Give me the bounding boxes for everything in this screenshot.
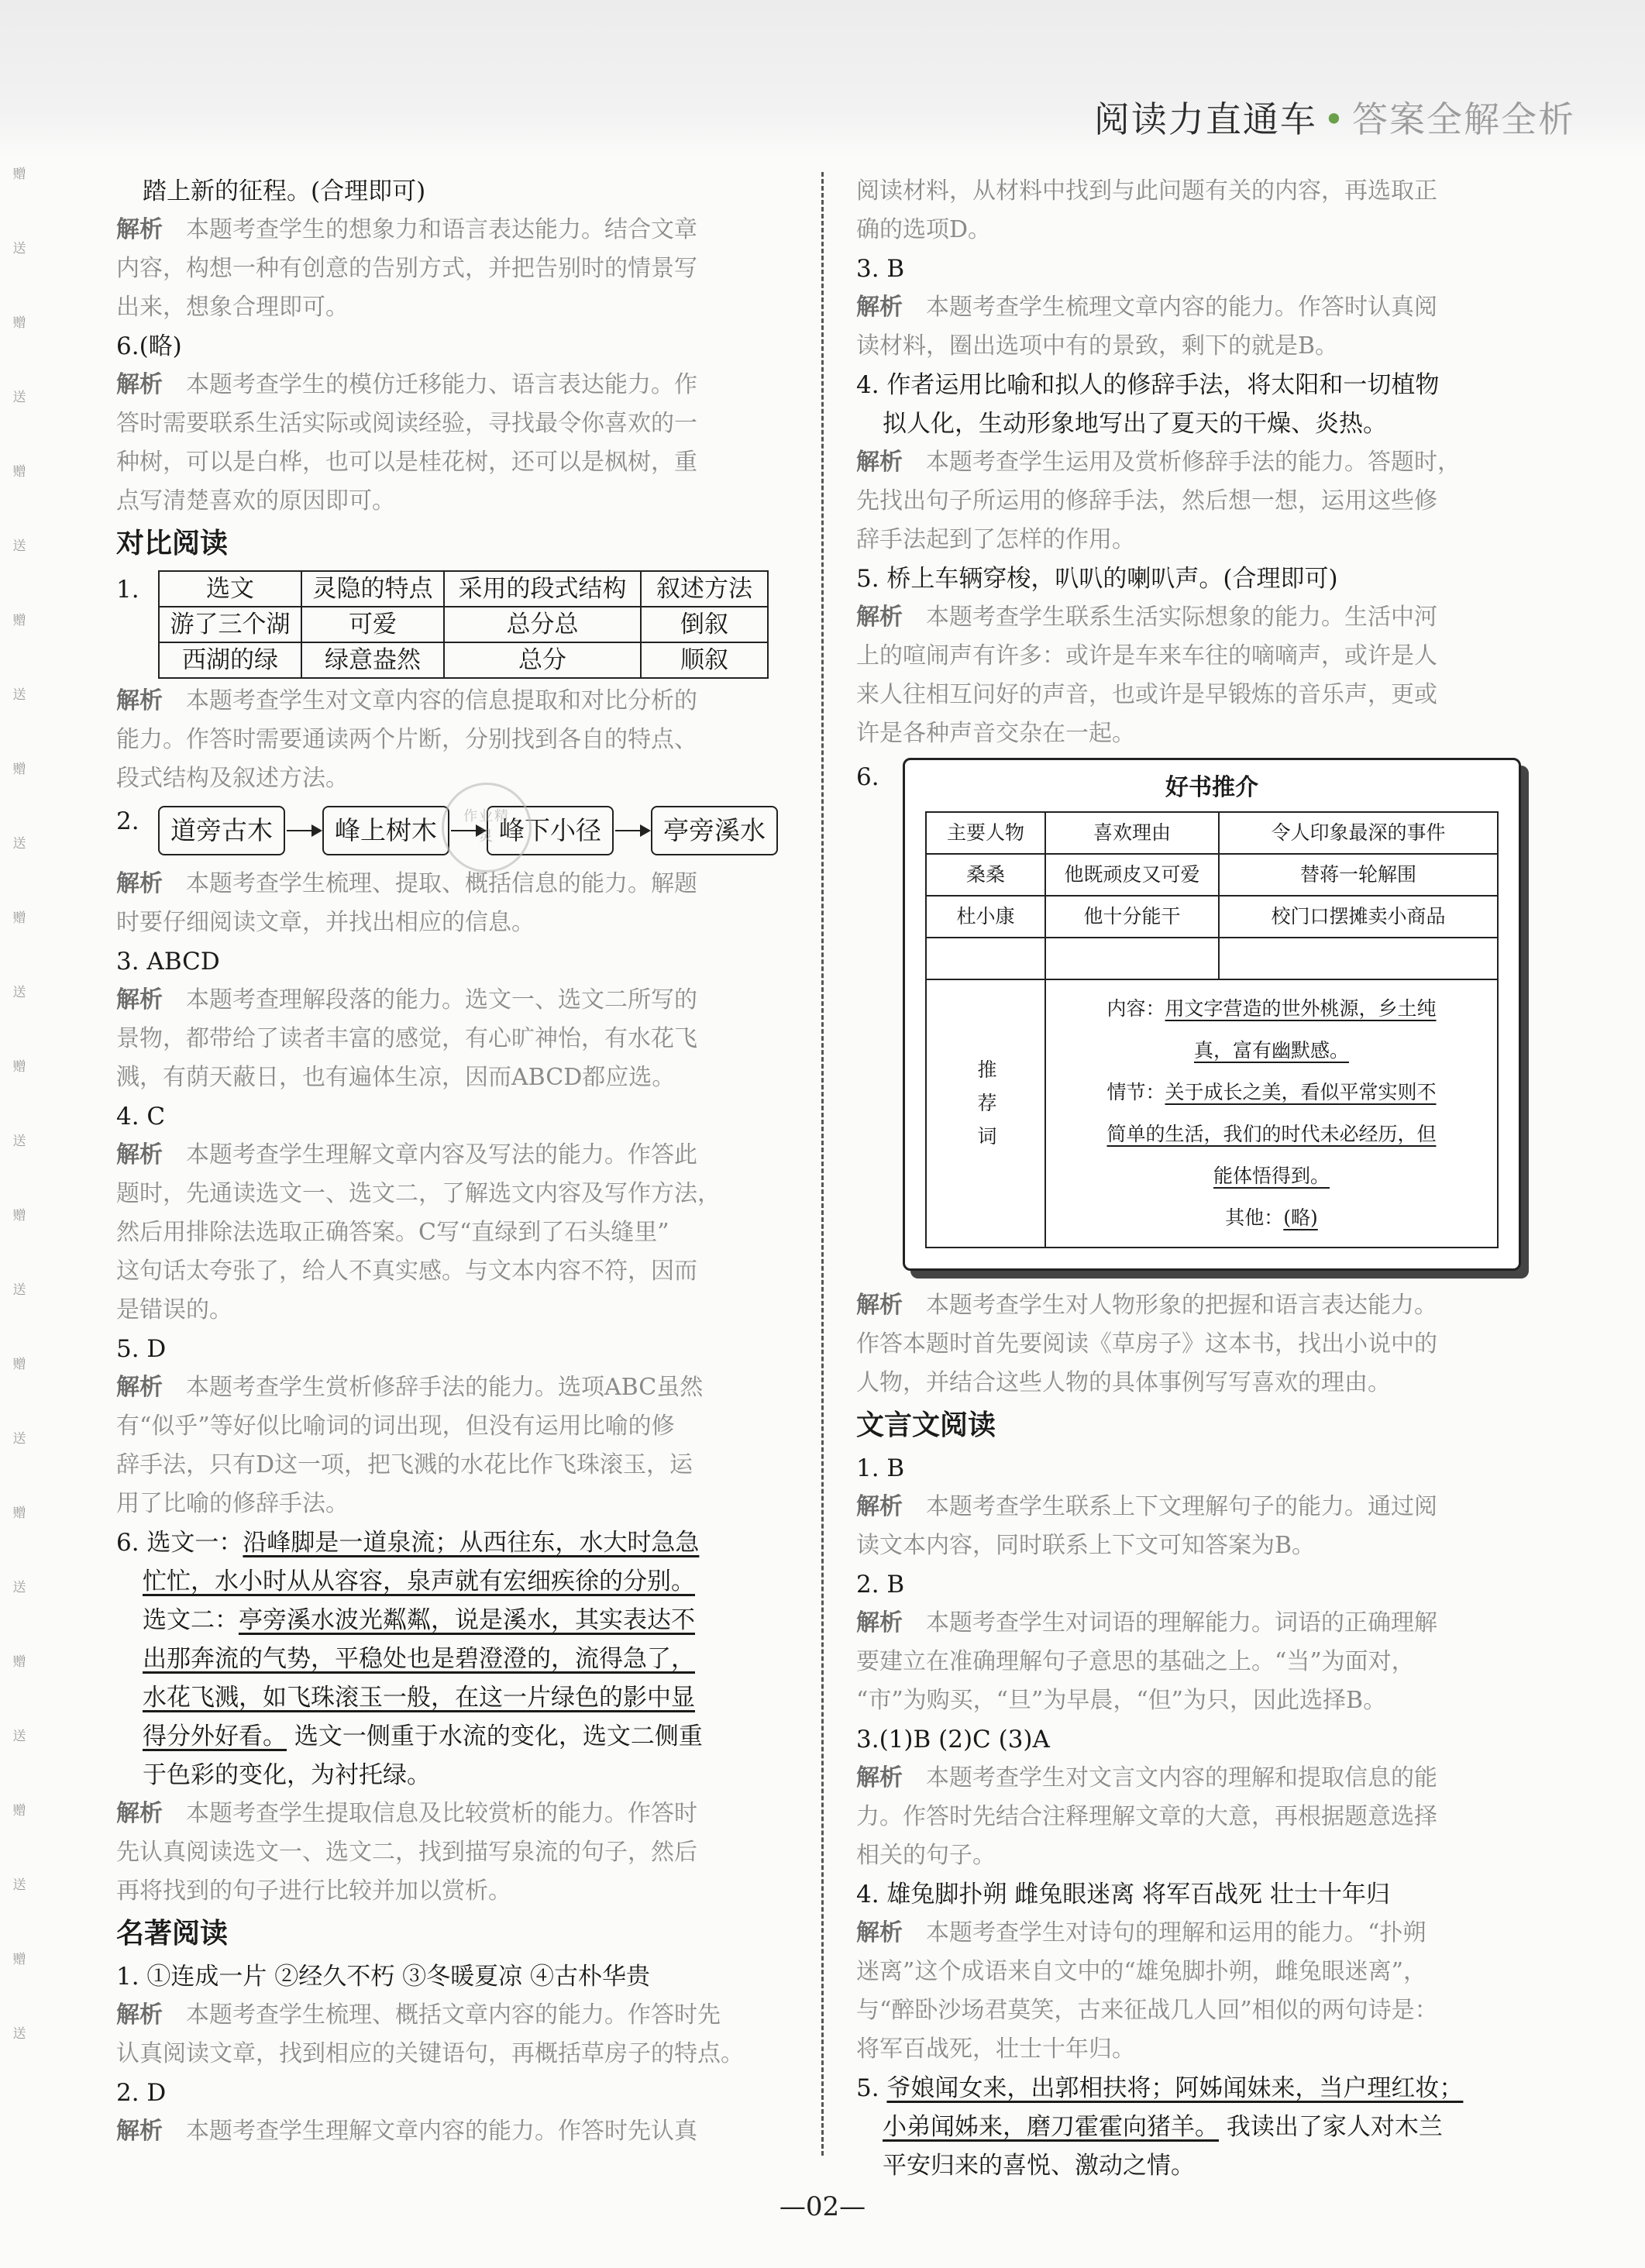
explanation-text: 上的喧闹声有许多：或许是车来车往的嘀嘀声，或许是人 <box>856 642 1437 669</box>
margin-mark: 送 <box>12 1134 26 1149</box>
explanation-tag: 解析 <box>856 1764 903 1791</box>
explanation <box>856 1759 1538 1875</box>
margin-mark: 赠 <box>12 464 26 480</box>
explanation <box>116 1996 798 2074</box>
answer-text: 我读出了家人对木兰 <box>1219 2113 1443 2141</box>
explanation-text: 本题考查学生联系上下文理解句子的能力。通过阅 <box>926 1493 1437 1520</box>
explanation-tag: 解析 <box>116 371 163 398</box>
underlined-text: 用文字营造的世外桃源，乡土纯 <box>1165 997 1437 1020</box>
explanation-text: 人物，并结合这些人物的具体事例写写喜欢的理由。 <box>856 1369 1391 1396</box>
explanation-text: 迷离”这个成语来自文中的“雄兔脚扑朔，雌兔眼迷离”， <box>856 1958 1427 1985</box>
explanation-text: 本题考查学生联系生活实际想象的能力。生活中河 <box>926 604 1437 631</box>
margin-mark: 送 <box>12 836 26 852</box>
explanation-tag: 解析 <box>856 294 903 321</box>
explanation <box>856 443 1538 559</box>
table-row <box>926 854 1498 896</box>
margin-mark: 赠 <box>12 762 26 777</box>
explanation <box>856 1488 1538 1565</box>
explanation <box>856 172 1538 250</box>
explanation-tag: 解析 <box>116 1141 163 1168</box>
explanation-text: 本题考查学生梳理、概括文章内容的能力。作答时先 <box>186 2001 721 2029</box>
margin-mark: 赠 <box>12 1059 26 1075</box>
margin-mark: 赠 <box>12 167 26 182</box>
underlined-text: 真，富有幽默感。 <box>1193 1039 1349 1062</box>
left-column <box>116 172 798 2151</box>
underlined-text: 小弟闻姊来，磨刀霍霍向猪羊。 <box>883 2113 1219 2141</box>
book-recommend-card <box>903 758 1521 1271</box>
explanation <box>116 211 798 327</box>
answer-text: 4. 作者运用比喻和拟人的修辞手法，将太阳和一切植物 <box>856 371 1440 399</box>
explanation-tag: 解析 <box>116 870 163 897</box>
explanation-tag: 解析 <box>116 687 163 714</box>
explanation-tag: 解析 <box>116 1800 163 1827</box>
table-cell: 游了三个湖 <box>159 607 301 642</box>
underlined-text: 简单的生活，我们的时代未必经历，但 <box>1106 1123 1437 1145</box>
table-cell: 替蒋一轮解围 <box>1219 854 1498 896</box>
table-header: 灵隐的特点 <box>301 571 444 607</box>
explanation-text: 阅读材料，从材料中找到与此问题有关的内容，再选取正 <box>856 177 1437 205</box>
underlined-text: 水花飞溅，如飞珠滚玉一般，在这一片绿色的影中显 <box>143 1684 695 1712</box>
table-cell <box>1219 938 1498 979</box>
explanation <box>856 1914 1538 2069</box>
underlined-text: 关于成长之美，看似平常实则不 <box>1165 1081 1437 1103</box>
explanation-text: 本题考查学生理解文章内容的能力。作答时先认真 <box>186 2118 697 2145</box>
page-number: —02— <box>779 2191 866 2222</box>
book-table <box>925 811 1499 1248</box>
explanation-text: 确的选项D。 <box>856 216 992 243</box>
section-title-classics: 名著阅读 <box>116 1918 229 1950</box>
explanation-tag: 解析 <box>856 1292 903 1319</box>
explanation-text: 这句话太夸张了，给人不真实感。与文本内容不符，因而 <box>116 1258 697 1285</box>
explanation <box>856 598 1538 753</box>
answer-text: 平安归来的喜悦、激动之情。 <box>883 2152 1195 2180</box>
recommend-text <box>1045 979 1498 1248</box>
margin-mark: 送 <box>12 241 26 256</box>
answer-q6-compare <box>116 1523 798 1795</box>
explanation-text: 本题考查学生梳理文章内容的能力。作答时认真阅 <box>926 294 1437 321</box>
explanation-tag: 解析 <box>116 1374 163 1401</box>
answer-text: 于色彩的变化，为衬托绿。 <box>143 1761 431 1789</box>
explanation <box>116 2112 798 2151</box>
margin-mark: 赠 <box>12 1506 26 1521</box>
explanation-text: 时要仔细阅读文章，并找出相应的信息。 <box>116 909 535 936</box>
page-header <box>0 0 1645 159</box>
explanation-text: 答时需要联系生活实际或阅读经验，寻找最令你喜欢的一 <box>116 410 697 437</box>
table-header: 令人印象最深的事件 <box>1219 812 1498 854</box>
explanation-text: 种树，可以是白桦，也可以是桂花树，还可以是枫树，重 <box>116 449 697 476</box>
explanation-text: 读材料，圈出选项中有的景致，剩下的就是B。 <box>856 332 1339 360</box>
flow-step: 道旁古木 <box>158 806 285 855</box>
explanation-text: 与“醉卧沙场君莫笑，古来征战几人回”相似的两句诗是： <box>856 1997 1438 2024</box>
explanation <box>856 1604 1538 1720</box>
table-cell: 西湖的绿 <box>159 642 301 678</box>
explanation-text: 是错误的。 <box>116 1296 232 1323</box>
margin-mark: 送 <box>12 1431 26 1447</box>
recommend-row <box>926 979 1498 1248</box>
answer-q4: 4. C <box>116 1103 166 1131</box>
margin-mark: 赠 <box>12 315 26 331</box>
underlined-text: 亭旁溪水波光粼粼，说是溪水，其实表达不 <box>239 1606 695 1634</box>
explanation-text: 相关的句子。 <box>856 1842 996 1869</box>
margin-mark: 赠 <box>12 1208 26 1223</box>
explanation-text: 辞手法，只有D这一项，把飞溅的水花比作飞珠滚玉，运 <box>116 1451 693 1478</box>
answer-q6: 6.(略) <box>116 332 182 360</box>
explanation-text: 先找出句子所运用的修辞手法，然后想一想，运用这些修 <box>856 487 1437 515</box>
underlined-text: 能体悟得到。 <box>1213 1165 1330 1187</box>
explanation-text: 将军百战死，壮士十年归。 <box>856 2036 1135 2063</box>
explanation-text: 读文本内容，同时联系上下文可知答案为B。 <box>856 1532 1316 1559</box>
table-cell: 校门口摆摊卖小商品 <box>1219 896 1498 938</box>
binding-margin <box>0 163 36 2177</box>
table-cell: 绿意盎然 <box>301 642 444 678</box>
table-header-row <box>159 571 768 607</box>
explanation <box>116 1368 798 1523</box>
section-title-compare: 对比阅读 <box>116 528 229 559</box>
question-number: 6. <box>856 763 879 791</box>
margin-mark: 送 <box>12 985 26 1000</box>
table-cell: 总分 <box>444 642 641 678</box>
explanation-tag: 解析 <box>856 1493 903 1520</box>
table-header: 喜欢理由 <box>1045 812 1219 854</box>
compare-table <box>158 570 769 679</box>
header-subtitle: 答案全解全析 <box>1352 98 1575 140</box>
table-row <box>159 642 768 678</box>
table-row <box>926 896 1498 938</box>
explanation-text: 要建立在准确理解句子意思的基础之上。“当”为面对， <box>856 1648 1415 1675</box>
watermark-text: 作业精灵 <box>463 808 510 845</box>
explanation-text: 段式结构及叙述方法。 <box>116 765 349 792</box>
explanation-text: 能力。作答时需要通读两个片断，分别找到各自的特点、 <box>116 726 697 753</box>
margin-mark: 赠 <box>12 1803 26 1819</box>
recommend-label: 推荐词 <box>975 1058 997 1159</box>
margin-mark: 送 <box>12 687 26 703</box>
explanation <box>116 981 798 1097</box>
explanation-text: 辞手法起到了怎样的作用。 <box>856 526 1135 553</box>
answer-w4: 4. 雄兔脚扑朔 雌兔眼迷离 将军百战死 壮士十年归 <box>856 1881 1390 1908</box>
explanation <box>116 682 798 798</box>
underlined-text: 得分外好看。 <box>143 1723 287 1750</box>
margin-mark: 送 <box>12 1877 26 1893</box>
explanation-text: 认真阅读文章，找到相应的关键语句，再概括草房子的特点。 <box>116 2040 744 2067</box>
explanation-text: 用了比喻的修辞手法。 <box>116 1490 349 1517</box>
header-main-title: 阅读力直通车 <box>1093 98 1317 140</box>
explanation-text: 本题考查学生的模仿迁移能力、语言表达能力。作 <box>186 371 697 398</box>
underlined-text: (略) <box>1283 1206 1318 1229</box>
explanation-text: 先认真阅读选文一、选文二，找到描写泉流的句子，然后 <box>116 1839 697 1866</box>
explanation-text: 本题考查学生对文章内容的信息提取和对比分析的 <box>186 687 697 714</box>
answer-m1: 1. ①连成一片 ②经久不朽 ③冬暖夏凉 ④古朴华贵 <box>116 1963 650 1991</box>
question-number: 2. <box>116 807 139 835</box>
explanation-text: 本题考查学生赏析修辞手法的能力。选项ABC虽然 <box>186 1374 704 1401</box>
answer-m2: 2. D <box>116 2079 167 2107</box>
table-cell: 总分总 <box>444 607 641 642</box>
explanation-tag: 解析 <box>856 449 903 476</box>
explanation-text: 来人往相互问好的声音，也或许是早锻炼的音乐声，更或 <box>856 681 1437 708</box>
explanation-text: 本题考查学生的想象力和语言表达能力。结合文章 <box>186 216 697 243</box>
table-cell: 可爱 <box>301 607 444 642</box>
margin-mark: 送 <box>12 390 26 405</box>
table-cell: 杜小康 <box>926 896 1045 938</box>
explanation <box>116 366 798 521</box>
table-header: 选文 <box>159 571 301 607</box>
explanation-tag: 解析 <box>856 1919 903 1946</box>
answer-m3: 3. B <box>856 255 905 283</box>
flow-step: 峰上树木 <box>322 806 449 855</box>
explanation-text: 本题考查学生对诗句的理解和运用的能力。“扑朔 <box>926 1919 1426 1946</box>
flow-question <box>116 806 798 855</box>
card-title: 好书推介 <box>1165 774 1258 801</box>
margin-mark: 送 <box>12 1580 26 1595</box>
table-cell <box>926 938 1045 979</box>
explanation-text: 本题考查学生对文言文内容的理解和提取信息的能 <box>926 1764 1437 1791</box>
explanation-text: 出来，想象合理即可。 <box>116 294 349 321</box>
explanation <box>116 1795 798 1911</box>
answer-w2: 2. B <box>856 1571 905 1599</box>
answer-q5: 5. D <box>116 1335 167 1363</box>
answer-line: 踏上新的征程。(合理即可) <box>143 177 426 205</box>
explanation-text: 然后用排除法选取正确答案。C写“直绿到了石头缝里” <box>116 1219 669 1246</box>
column-divider <box>821 172 824 2156</box>
answer-m5: 5. 桥上车辆穿梭，叭叭的喇叭声。(合理即可) <box>856 565 1338 593</box>
margin-mark: 送 <box>12 1729 26 1744</box>
book-question <box>856 758 1538 1271</box>
margin-mark: 送 <box>12 539 26 554</box>
explanation-text: 有“似乎”等好似比喻词的词出现，但没有运用比喻的修 <box>116 1413 675 1440</box>
underlined-text: 爷娘闻女来，出郭相扶将；阿姊闻妹来，当户理红妆； <box>886 2074 1464 2102</box>
explanation-tag: 解析 <box>116 986 163 1014</box>
table-cell: 他既顽皮又可爱 <box>1045 854 1219 896</box>
table-cell: 倒叙 <box>641 607 768 642</box>
explanation-text: 本题考查学生对人物形象的把握和语言表达能力。 <box>926 1292 1437 1319</box>
explanation-text: 许是各种声音交杂在一起。 <box>856 720 1135 747</box>
flow-step: 峰下小径 <box>487 806 614 855</box>
explanation-tag: 解析 <box>116 2001 163 2029</box>
margin-mark: 赠 <box>12 1357 26 1372</box>
explanation <box>116 1136 798 1330</box>
answer-text: 拟人化，生动形象地写出了夏天的干燥、炎热。 <box>883 410 1387 438</box>
answer-text: 5. <box>856 2074 887 2102</box>
plot-label: 情节： <box>1106 1081 1165 1103</box>
table-cell: 顺叙 <box>641 642 768 678</box>
content-label: 内容： <box>1106 997 1165 1020</box>
arrow-right-icon <box>287 830 321 831</box>
margin-mark: 送 <box>12 2026 26 2042</box>
answer-q3: 3. ABCD <box>116 948 220 976</box>
table-cell <box>1045 938 1219 979</box>
table-cell: 桑桑 <box>926 854 1045 896</box>
explanation <box>856 1286 1538 1402</box>
table-row <box>926 938 1498 979</box>
section-title-classical: 文言文阅读 <box>856 1409 996 1441</box>
explanation-text: 本题考查学生对词语的理解能力。词语的正确理解 <box>926 1609 1437 1636</box>
underlined-text: 忙忙，水小时从从容容，泉声就有宏细疾徐的分别。 <box>143 1568 695 1595</box>
explanation-text: 点写清楚喜欢的原因即可。 <box>116 487 395 515</box>
flow-step: 亭旁溪水 <box>651 806 778 855</box>
explanation-tag: 解析 <box>856 604 903 631</box>
explanation-tag: 解析 <box>856 1609 903 1636</box>
explanation-text: 本题考查学生梳理、提取、概括信息的能力。解题 <box>186 870 697 897</box>
answer-text: 6. 选文一： <box>116 1529 243 1557</box>
explanation-text: 本题考查学生提取信息及比较赏析的能力。作答时 <box>186 1800 697 1827</box>
answer-w3: 3.(1)B (2)C (3)A <box>856 1726 1050 1753</box>
answer-text: 选文二： <box>143 1606 239 1634</box>
explanation <box>116 865 798 942</box>
explanation-text: 景物，都带给了读者丰富的感觉，有心旷神怡，有水花飞 <box>116 1025 697 1052</box>
margin-mark: 赠 <box>12 910 26 926</box>
answer-w5 <box>856 2069 1538 2185</box>
margin-mark: 赠 <box>12 613 26 628</box>
explanation-text: “市”为购买，“旦”为早晨，“但”为只，因此选择B。 <box>856 1687 1387 1714</box>
margin-mark: 赠 <box>12 1952 26 1967</box>
explanation <box>856 288 1538 366</box>
answer-w1: 1. B <box>856 1454 905 1482</box>
explanation-tag: 解析 <box>116 216 163 243</box>
underlined-text: 出那奔流的气势，平稳处也是碧澄澄的，流得急了， <box>143 1645 695 1673</box>
table-header: 叙述方法 <box>641 571 768 607</box>
right-column <box>856 172 1538 2185</box>
explanation-text: 本题考查学生运用及赏析修辞手法的能力。答题时， <box>926 449 1461 476</box>
margin-mark: 送 <box>12 1282 26 1298</box>
explanation-text: 本题考查学生理解文章内容及写法的能力。作答此 <box>186 1141 697 1168</box>
table-header-row <box>926 812 1498 854</box>
answer-m4 <box>856 366 1538 443</box>
underlined-text: 沿峰脚是一道泉流；从西往东，水大时急急 <box>243 1529 700 1557</box>
explanation-text: 再将找到的句子进行比较并加以赏析。 <box>116 1877 511 1905</box>
header-separator: • <box>1323 98 1346 140</box>
recommend-label-cell <box>926 979 1045 1248</box>
arrow-right-icon <box>615 830 649 831</box>
explanation-text: 溅，有荫天蔽日，也有遍体生凉，因而ABCD都应选。 <box>116 1064 676 1091</box>
table-row <box>159 607 768 642</box>
question-number: 1. <box>116 576 139 604</box>
watermark-stamp <box>442 783 532 872</box>
explanation-tag: 解析 <box>116 2118 163 2145</box>
table-header: 采用的段式结构 <box>444 571 641 607</box>
explanation-text: 题时，先通读选文一、选文二，了解选文内容及写作方法， <box>116 1180 721 1207</box>
table-header: 主要人物 <box>926 812 1045 854</box>
explanation-text: 作答本题时首先要阅读《草房子》这本书，找出小说中的 <box>856 1330 1437 1358</box>
table-cell: 他十分能干 <box>1045 896 1219 938</box>
other-label: 其他： <box>1225 1206 1284 1229</box>
explanation-text: 力。作答时先结合注释理解文章的大意，再根据题意选择 <box>856 1803 1437 1830</box>
header-title <box>1094 91 1575 143</box>
explanation-text: 本题考查理解段落的能力。选文一、选文二所写的 <box>186 986 697 1014</box>
answer-text: 选文一侧重于水流的变化，选文二侧重 <box>287 1723 703 1750</box>
explanation-text: 内容，构想一种有创意的告别方式，并把告别时的情景写 <box>116 255 697 282</box>
margin-mark: 赠 <box>12 1654 26 1670</box>
